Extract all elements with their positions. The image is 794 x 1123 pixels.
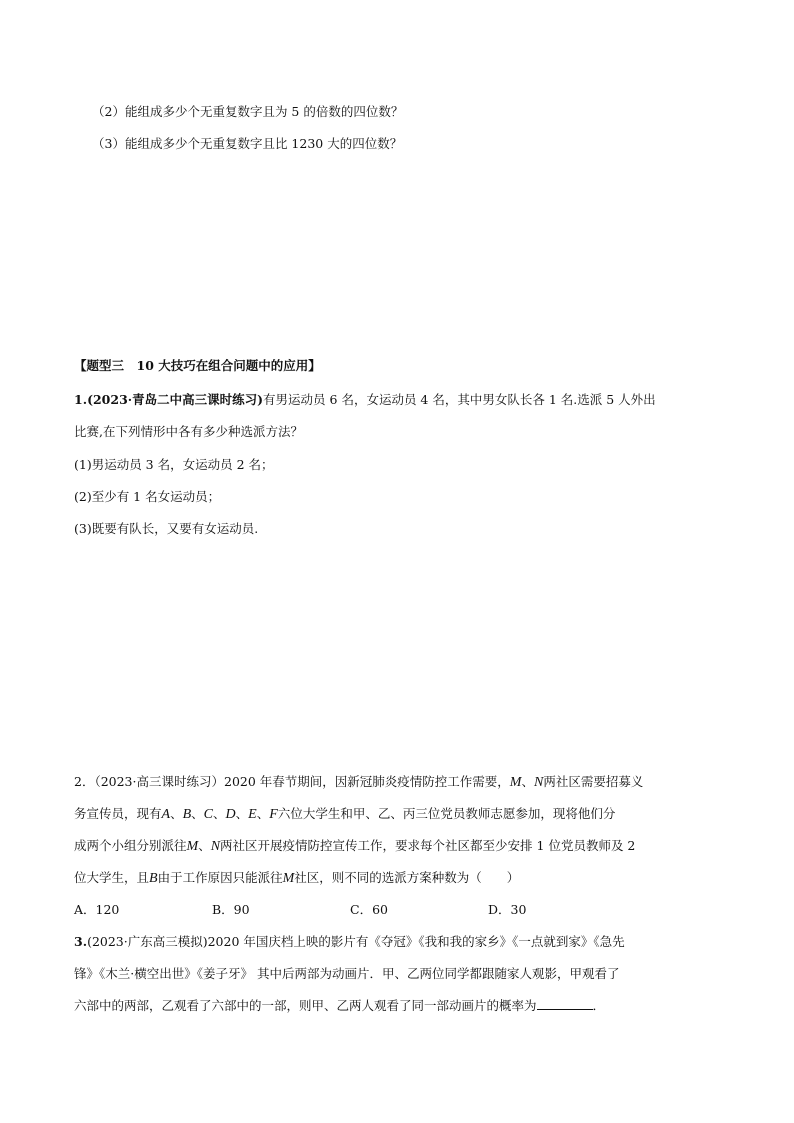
q1-part-3: (3)既要有队长，又要有女运动员. bbox=[74, 521, 259, 536]
var-m: M bbox=[186, 839, 199, 854]
q1-number: 1. bbox=[74, 392, 88, 407]
q3-text-1: 2020 年国庆档上映的影片有《夺冠》《我和我的家乡》《一点就到家》《急先 bbox=[207, 934, 625, 949]
q3-source: (2023·广东高三模拟) bbox=[87, 934, 208, 949]
q3-text-3: 六部中的两部，乙观看了六部中的一部，则甲、乙两人观看了同一部动画片的概率为 bbox=[74, 998, 537, 1013]
section-title: 【题型三 10 大技巧在组合问题中的应用】 bbox=[74, 358, 321, 373]
q2-source: （2023·高三课时练习） bbox=[94, 774, 224, 789]
var-a: A bbox=[161, 807, 171, 822]
var-m: M bbox=[509, 775, 522, 790]
var-b: B bbox=[182, 807, 192, 822]
q3-line-2: 锋》《木兰·横空出世》《姜子牙》 其中后两部为动画片．甲、乙两位同学都跟随家人观影，甲观看了 bbox=[74, 966, 620, 981]
q2-option-a: A．120 bbox=[74, 902, 120, 917]
var-n: N bbox=[533, 775, 544, 790]
q2-seg-g: 位大学生，且 bbox=[74, 870, 150, 885]
q2-line-3 bbox=[74, 837, 635, 856]
var-m: M bbox=[282, 871, 295, 886]
sep: 、 bbox=[198, 838, 211, 853]
sep: 、 bbox=[235, 806, 249, 821]
q1-part-2: (2)至少有 1 名女运动员； bbox=[74, 489, 221, 504]
q1-line-1 bbox=[74, 391, 656, 409]
q2-option-c: C．60 bbox=[350, 902, 388, 917]
q2-seg-e: 成两个小组分别派往 bbox=[74, 838, 187, 853]
q3-line-1 bbox=[74, 933, 625, 951]
question-3-part: （3）能组成多少个无重复数字且比 1230 大的四位数？ bbox=[92, 136, 403, 151]
var-e: E bbox=[248, 807, 257, 822]
sep: 、 bbox=[170, 806, 183, 821]
sep: 、 bbox=[521, 774, 534, 789]
q2-line-2 bbox=[74, 805, 615, 824]
q2-seg-c: 务宣传员，现有 bbox=[74, 806, 162, 821]
var-f: F bbox=[269, 807, 278, 822]
sep: 、 bbox=[213, 806, 226, 821]
q2-seg-h: 由于工作原因只能派往 bbox=[157, 870, 283, 885]
answer-blank[interactable] bbox=[537, 997, 593, 1010]
q2-seg-i: 社区，则不同的选派方案种数为（ ） bbox=[294, 870, 520, 885]
question-2-part: （2）能组成多少个无重复数字且为 5 的倍数的四位数？ bbox=[92, 104, 404, 119]
var-n: N bbox=[210, 839, 221, 854]
q1-text-1: 有男运动员 6 名，女运动员 4 名，其中男女队长各 1 名.选派 5 人外出 bbox=[263, 392, 656, 407]
q2-seg-d: 六位大学生和甲、乙、丙三位党员教师志愿参加，现将他们分 bbox=[277, 806, 616, 821]
q1-source: (2023·青岛二中高三课时练习) bbox=[87, 392, 264, 407]
sep: 、 bbox=[256, 806, 270, 821]
q2-seg-a: 2020 年春节期间，因新冠肺炎疫情防控工作需要， bbox=[224, 774, 510, 789]
q3-end: ． bbox=[592, 998, 606, 1013]
q1-line-2: 比赛,在下列情形中各有多少种选派方法？ bbox=[74, 424, 303, 439]
var-b: B bbox=[149, 871, 158, 886]
sep: 、 bbox=[191, 806, 204, 821]
q2-line-4 bbox=[74, 869, 519, 888]
q2-seg-b: 两社区需要招募义 bbox=[543, 774, 644, 789]
q2-option-b: B．90 bbox=[212, 902, 250, 917]
q3-line-3 bbox=[74, 997, 605, 1015]
q2-line-1 bbox=[74, 773, 643, 792]
q3-number: 3. bbox=[74, 934, 88, 949]
var-d: D bbox=[225, 807, 236, 822]
q1-part-1: (1)男运动员 3 名，女运动员 2 名； bbox=[74, 457, 274, 472]
var-c: C bbox=[203, 807, 214, 822]
q2-seg-f: 两社区开展疫情防控宣传工作，要求每个社区都至少安排 1 位党员教师及 2 bbox=[220, 838, 636, 853]
q2-option-d: D．30 bbox=[488, 902, 527, 917]
q2-number: 2． bbox=[74, 774, 95, 789]
